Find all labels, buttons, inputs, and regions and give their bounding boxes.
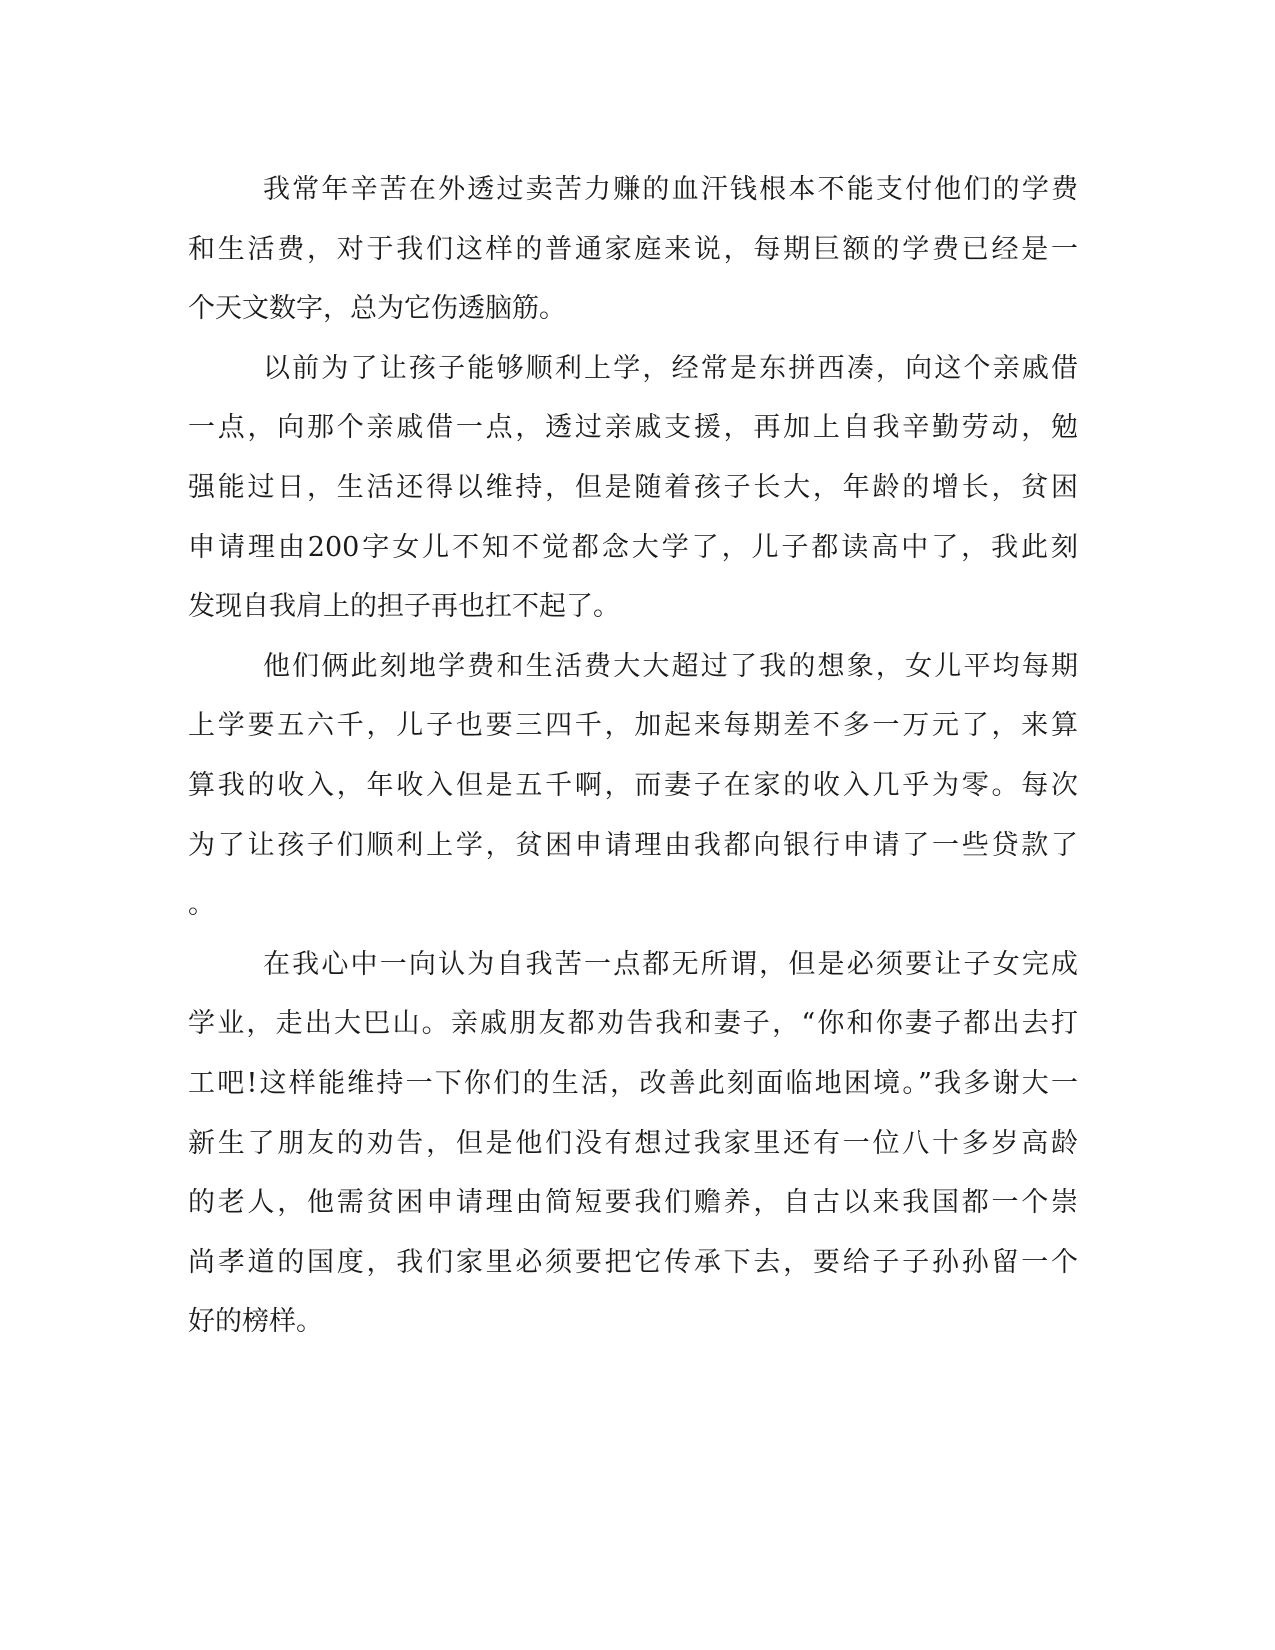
text-line: 在我心中一向认为自我苦一点都无所谓，但是必须要让子女完成 (263, 948, 1078, 980)
text-line: 为了让孩子们顺利上学，贫困申请理由我都向银行申请了一些贷款了 (188, 829, 1078, 861)
paragraph (188, 339, 1078, 637)
body-text (188, 160, 1078, 1352)
text-line: 发现自我肩上的担子再也扛不起了。 (188, 591, 620, 623)
text-line: 好的榜样。 (188, 1306, 323, 1338)
text-line: 工吧!这样能维持一下你们的生活，改善此刻面临地困境。”我多谢大一 (188, 1067, 1078, 1099)
text-line: 的老人，他需贫困申请理由简短要我们赡养，自古以来我国都一个崇 (188, 1187, 1078, 1219)
text-line: 算我的收入，年收入但是五千啊，而妻子在家的收入几乎为零。每次 (188, 769, 1078, 801)
text-line: 一点，向那个亲戚借一点，透过亲戚支援，再加上自我辛勤劳动，勉 (188, 412, 1078, 444)
text-line: 个天文数字，总为它伤透脑筋。 (188, 293, 566, 325)
text-line: 学业，走出大巴山。亲戚朋友都劝告我和妻子，“你和你妻子都出去打 (188, 1008, 1078, 1040)
text-line: 。 (188, 889, 215, 921)
text-line: 他们俩此刻地学费和生活费大大超过了我的想象，女儿平均每期 (263, 650, 1078, 682)
text-line: 尚孝道的国度，我们家里必须要把它传承下去，要给子子孙孙留一个 (188, 1246, 1078, 1278)
paragraph (188, 160, 1078, 339)
paragraph (188, 637, 1078, 935)
text-line: 上学要五六千，儿子也要三四千，加起来每期差不多一万元了，来算 (188, 710, 1078, 742)
text-line: 申请理由200字女儿不知不觉都念大学了，儿子都读高中了，我此刻 (188, 531, 1078, 563)
paragraph (188, 935, 1078, 1352)
text-line: 强能过日，生活还得以维持，但是随着孩子长大，年龄的增长，贫困 (188, 471, 1078, 503)
text-line: 和生活费，对于我们这样的普通家庭来说，每期巨额的学费已经是一 (188, 233, 1078, 265)
text-line: 以前为了让孩子能够顺利上学，经常是东拼西凑，向这个亲戚借 (263, 352, 1078, 384)
text-line: 新生了朋友的劝告，但是他们没有想过我家里还有一位八十多岁高龄 (188, 1127, 1078, 1159)
text-line: 我常年辛苦在外透过卖苦力赚的血汗钱根本不能支付他们的学费 (263, 174, 1078, 205)
